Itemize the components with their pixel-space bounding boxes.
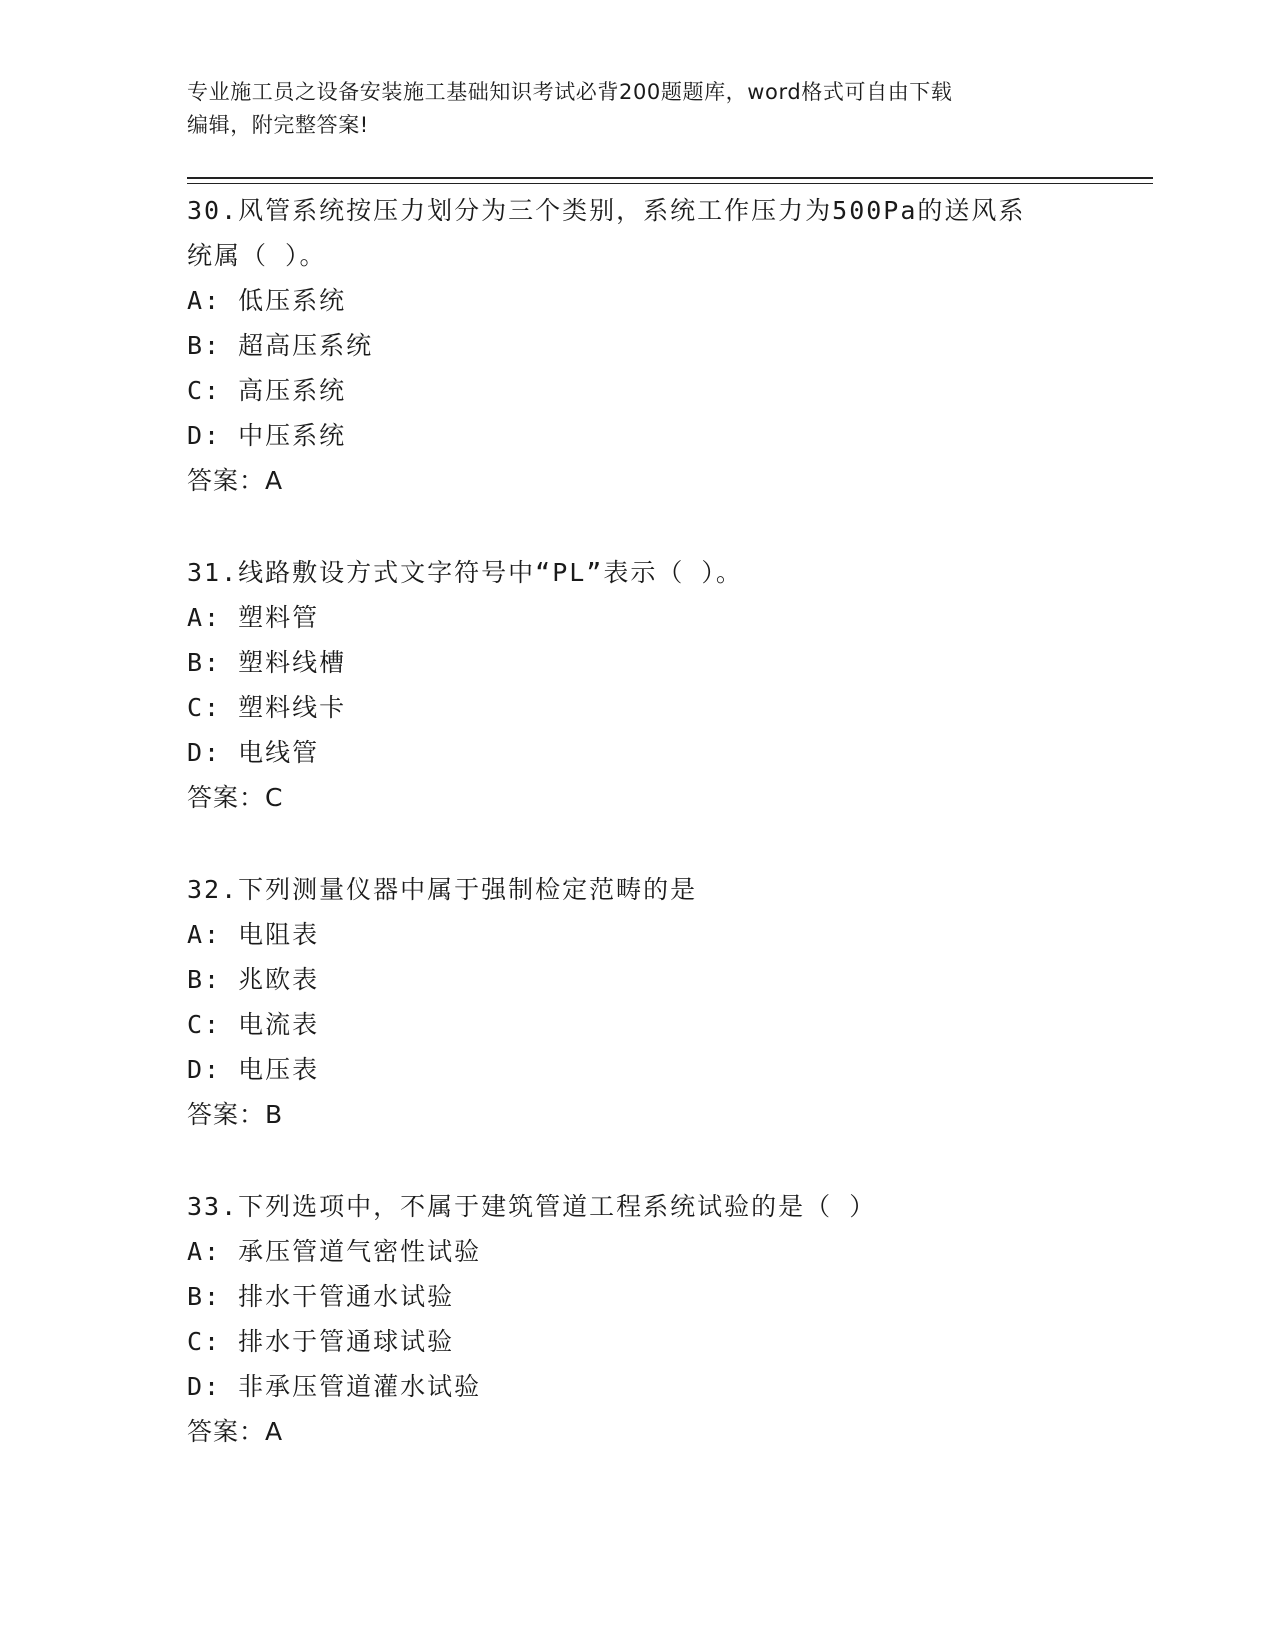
- option-c: C: 高压系统: [187, 376, 347, 405]
- question-30: [187, 188, 1087, 503]
- option-b: B: 兆欧表: [187, 965, 320, 994]
- question-31: [187, 550, 1087, 820]
- answer-line: 答案：A: [187, 1417, 284, 1446]
- option-d: D: 电压表: [187, 1055, 320, 1084]
- option-b: B: 排水干管通水试验: [187, 1282, 455, 1311]
- option-d: D: 电线管: [187, 738, 320, 767]
- question-stem: 32.下列测量仪器中属于强制检定范畴的是: [187, 875, 698, 904]
- header-divider-thin: [187, 183, 1153, 184]
- question-spacer: [187, 1137, 1087, 1184]
- option-c: C: 塑料线卡: [187, 693, 347, 722]
- option-d: D: 中压系统: [187, 421, 347, 450]
- answer-line: 答案：A: [187, 466, 284, 495]
- answer-line: 答案：B: [187, 1100, 284, 1129]
- option-a: A: 低压系统: [187, 286, 347, 315]
- option-d: D: 非承压管道灌水试验: [187, 1372, 482, 1401]
- document-header: [187, 76, 1067, 142]
- question-stem: 31.线路敷设方式文字符号中“PL”表示（ ）。: [187, 558, 743, 587]
- header-line-2: 编辑，附完整答案!: [187, 113, 369, 137]
- question-spacer: [187, 820, 1087, 867]
- question-33: [187, 1184, 1087, 1454]
- question-list: [187, 188, 1087, 1454]
- option-a: A: 承压管道气密性试验: [187, 1237, 482, 1266]
- question-stem: 30.风管系统按压力划分为三个类别，系统工作压力为500Pa的送风系: [187, 196, 1026, 225]
- header-line-1: 专业施工员之设备安装施工基础知识考试必背200题题库，word格式可自由下载: [187, 80, 953, 104]
- question-stem-continued: 统属（ ）。: [187, 241, 327, 270]
- option-b: B: 超高压系统: [187, 331, 374, 360]
- question-spacer: [187, 503, 1087, 550]
- question-stem: 33.下列选项中，不属于建筑管道工程系统试验的是（ ）: [187, 1192, 877, 1221]
- header-divider-thick: [187, 177, 1153, 179]
- option-c: C: 排水于管通球试验: [187, 1327, 455, 1356]
- option-a: A: 塑料管: [187, 603, 320, 632]
- option-c: C: 电流表: [187, 1010, 320, 1039]
- answer-line: 答案：C: [187, 783, 284, 812]
- option-a: A: 电阻表: [187, 920, 320, 949]
- option-b: B: 塑料线槽: [187, 648, 347, 677]
- question-32: [187, 867, 1087, 1137]
